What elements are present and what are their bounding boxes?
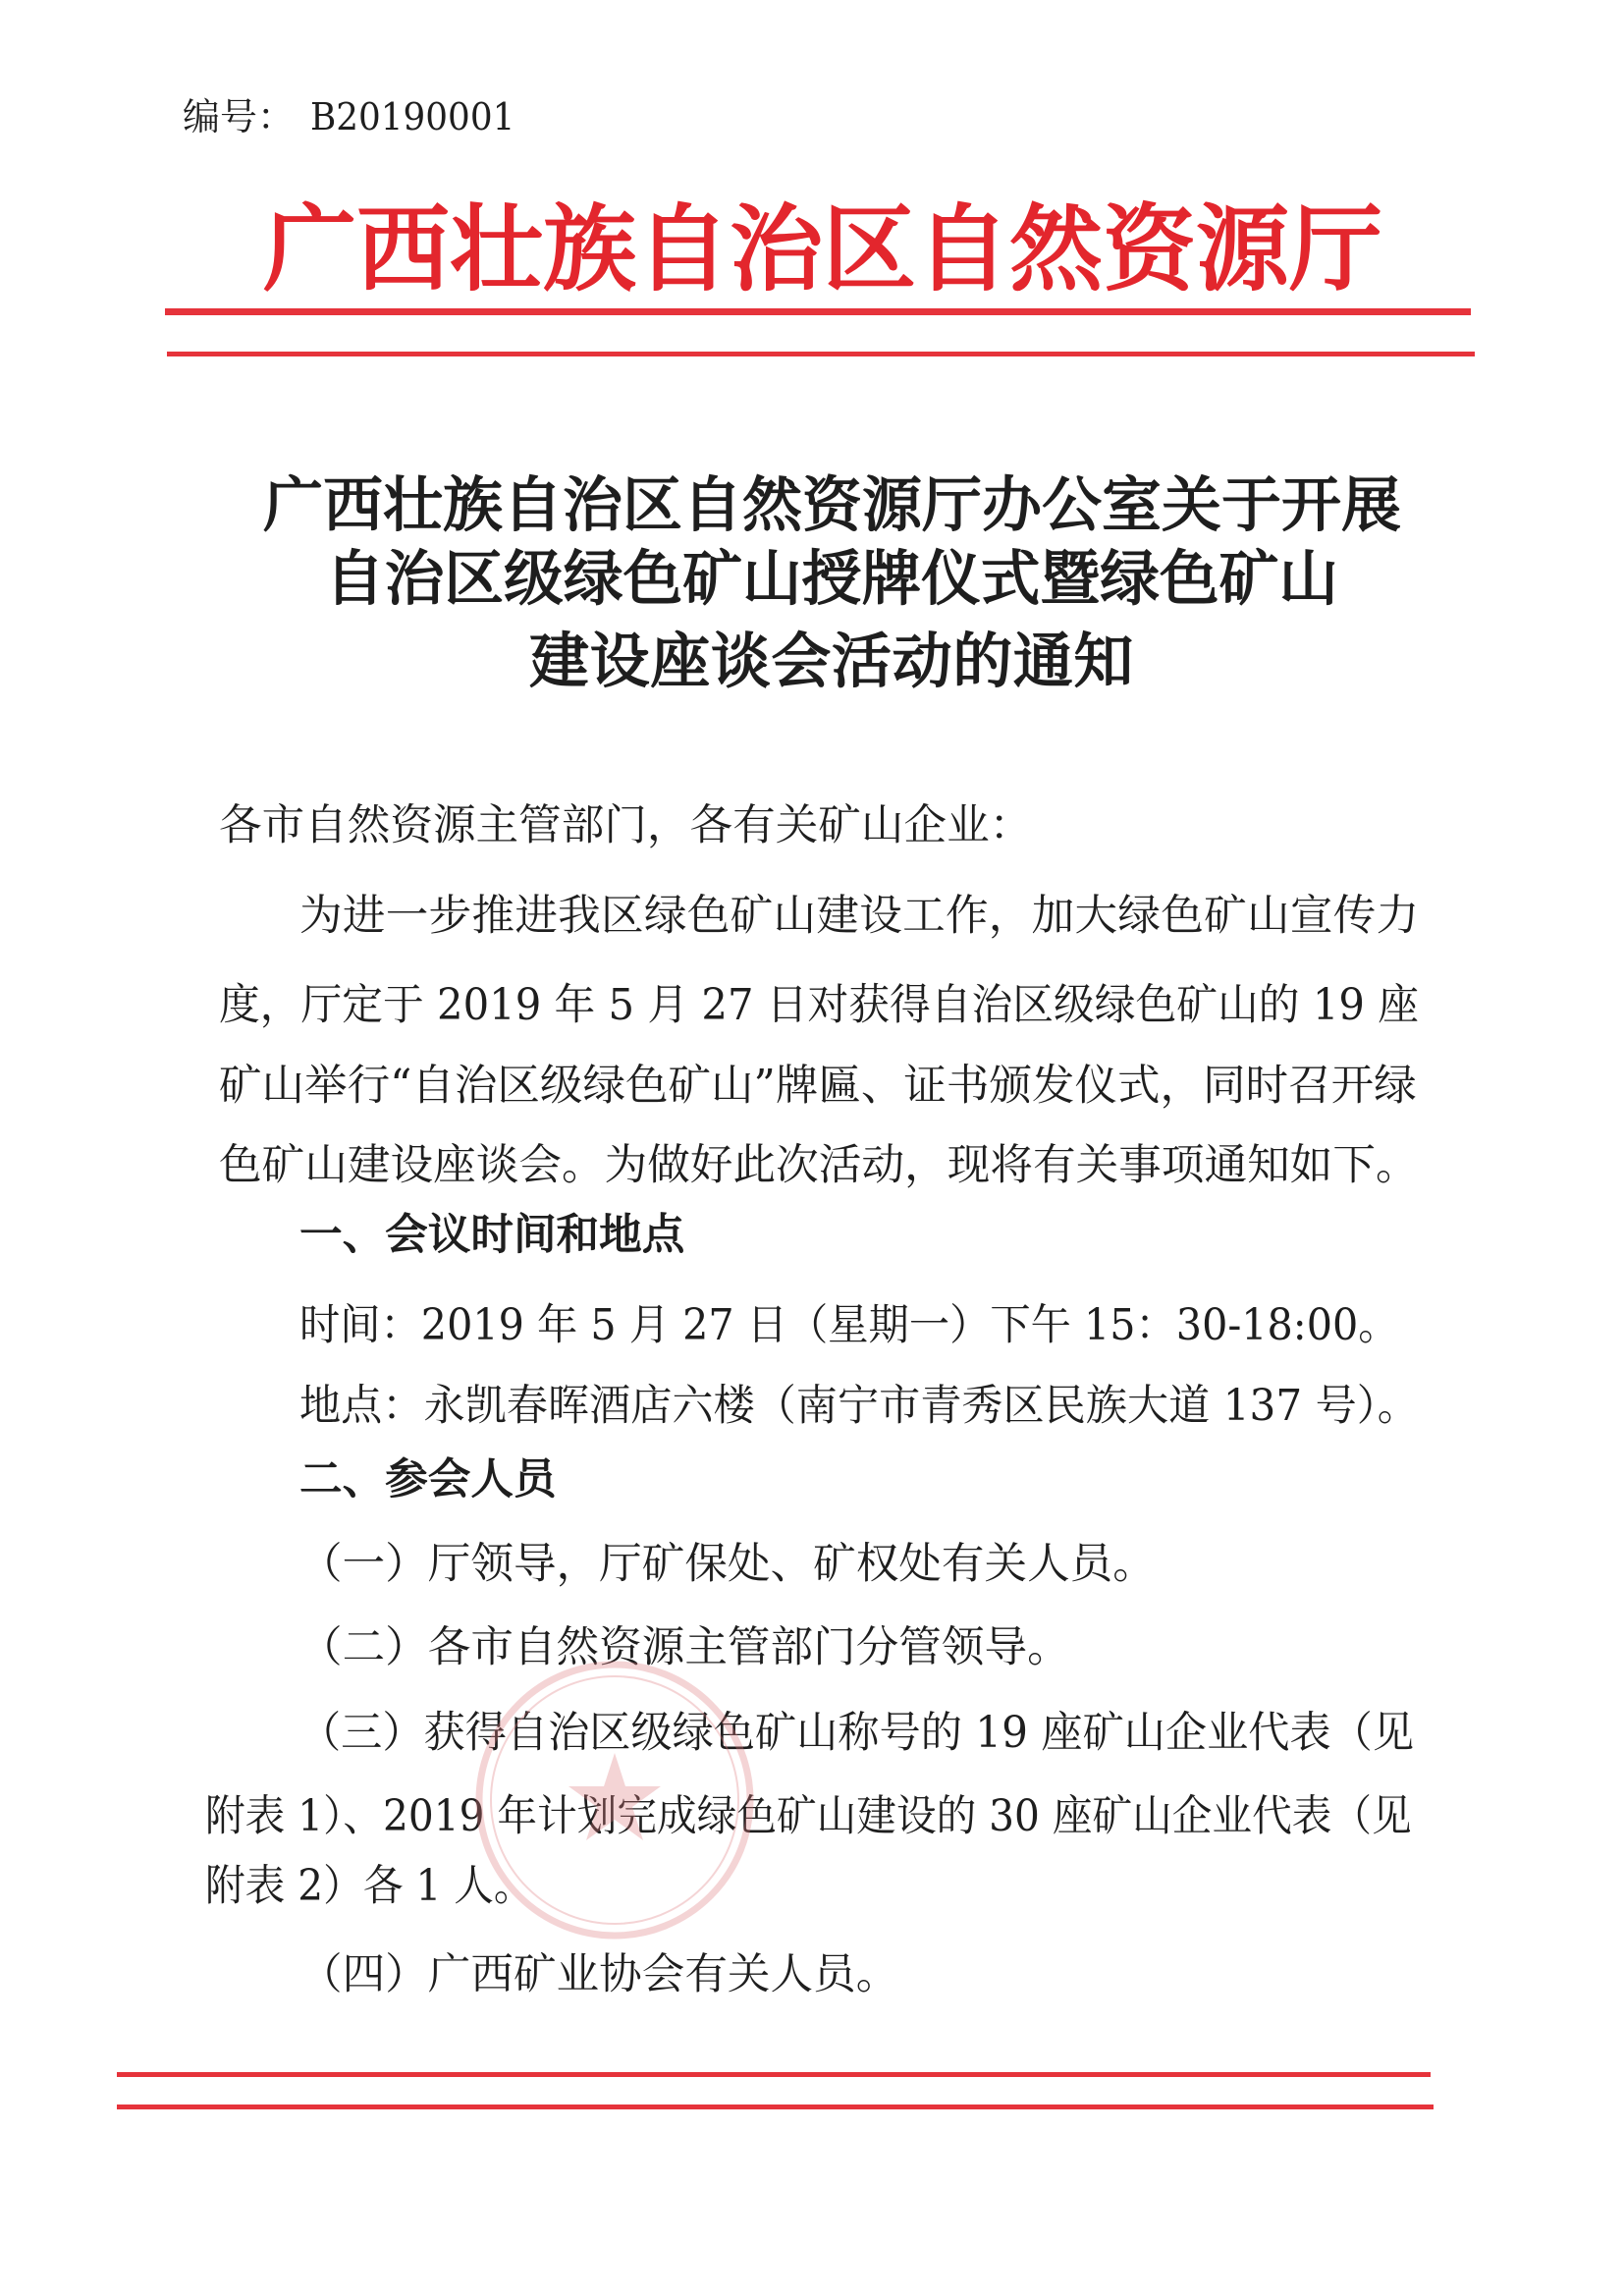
body-line: 为进一步推进我区绿色矿山建设工作，加大绿色矿山宣传力 [299, 892, 1420, 941]
body-line: 矿山举行“自治区级绿色矿山”牌匾、证书颁发仪式，同时召开绿 [219, 1062, 1417, 1111]
body-line: 度，厅定于 2019 年 5 月 27 日对获得自治区级绿色矿山的 19 座 [219, 981, 1419, 1030]
meeting-location: 地点：永凯春晖酒店六楼（南宁市青秀区民族大道 137 号）。 [299, 1382, 1419, 1431]
salutation: 各市自然资源主管部门，各有关矿山企业： [219, 801, 1033, 850]
document-number-value: B20190001 [310, 95, 515, 138]
issuer-red-header: 广西壮族自治区自然资源厅 [263, 193, 1383, 304]
header-rule-top [165, 308, 1471, 315]
official-seal [471, 1657, 758, 1943]
attendee-item-continued: 附表 2）各 1 人。 [205, 1862, 534, 1911]
attendee-item-continued: 附表 1）、2019 年计划完成绿色矿山建设的 30 座矿山企业代表（见 [205, 1792, 1412, 1841]
section-heading-time-place: 一、会议时间和地点 [299, 1211, 685, 1260]
footer-rule-bottom [117, 2105, 1434, 2109]
meeting-time: 时间：2019 年 5 月 27 日（星期一）下午 15：30-18:00。 [299, 1301, 1399, 1350]
attendee-item: （一）厅领导，厅矿保处、矿权处有关人员。 [299, 1540, 1156, 1589]
attendee-item: （三）获得自治区级绿色矿山称号的 19 座矿山企业代表（见 [299, 1709, 1415, 1758]
header-rule-bottom [167, 352, 1475, 356]
body-line: 色矿山建设座谈会。为做好此次活动，现将有关事项通知如下。 [219, 1141, 1419, 1190]
section-heading-attendees: 二、参会人员 [299, 1455, 557, 1504]
footer-rule-top [117, 2072, 1431, 2077]
attendee-item: （四）广西矿业协会有关人员。 [299, 1950, 899, 1999]
attendee-item: （二）各市自然资源主管部门分管领导。 [299, 1623, 1070, 1672]
title-line: 自治区级绿色矿山授牌仪式暨绿色矿山 [325, 544, 1339, 614]
star-icon [568, 1753, 661, 1840]
title-line: 建设座谈会活动的通知 [529, 627, 1135, 696]
document-number-label: 编号： [183, 95, 296, 138]
title-line: 广西壮族自治区自然资源厅办公室关于开展 [263, 470, 1402, 540]
